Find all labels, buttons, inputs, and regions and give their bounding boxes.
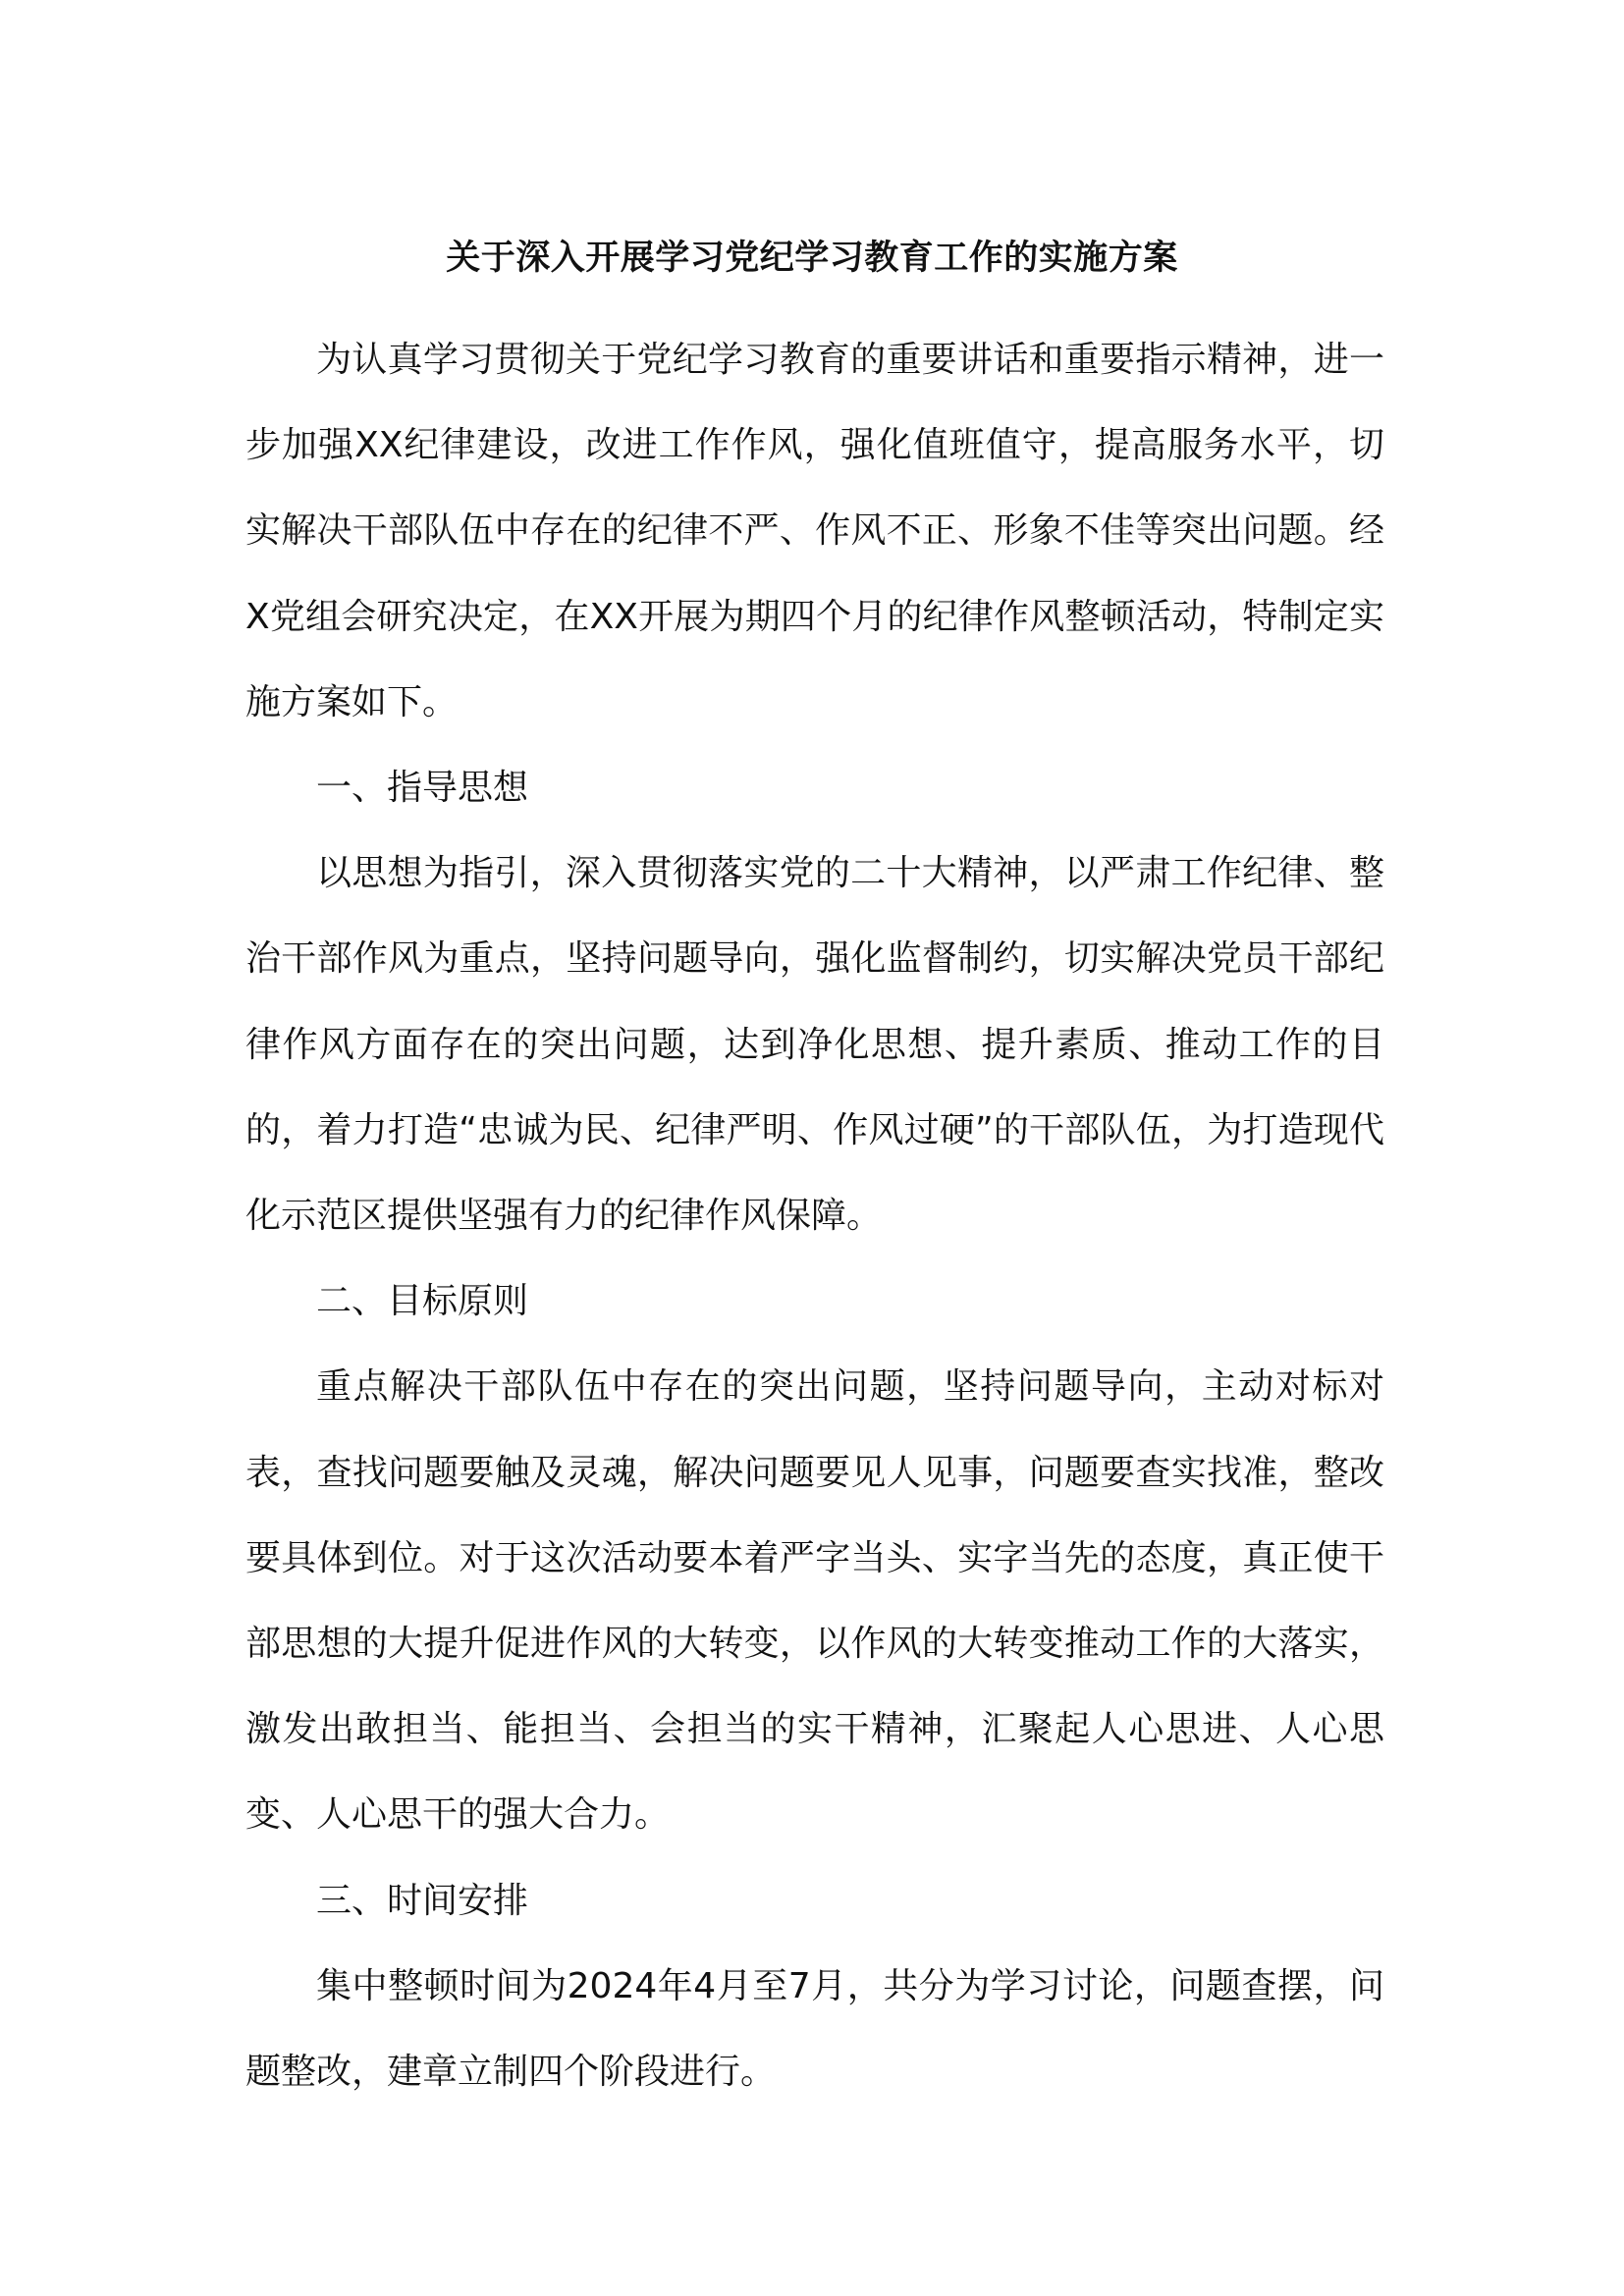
section-heading-schedule: 三、时间安排 [316,1880,529,1921]
document-body [245,317,1384,2114]
section-paragraph-schedule: 集中整顿时间为2024年4月至7月，共分为学习讨论，问题查摆，问题整改，建章立制四个阶段进行。 [245,1965,1384,2093]
section-heading-goals-principles: 二、目标原则 [316,1281,529,1322]
intro-paragraph: 为认真学习贯彻关于党纪学习教育的重要讲话和重要指示精神，进一步加强XX纪律建设，改进工作作风，强化值班值守，提高服务水平，切实解决干部队伍中存在的纪律不严、作风不正、形象不佳等突出问题。经X党组会研究决定，在XX开展为期四个月的纪律作风整顿活动，特制定实施方案如下。 [245,340,1384,722]
document-title: 关于深入开展学习党纪学习教育工作的实施方案 [446,239,1178,278]
section-heading-guiding-ideology: 一、指导思想 [316,768,529,809]
section-paragraph-guiding-ideology: 以思想为指引，深入贯彻落实党的二十大精神，以严肃工作纪律、整治干部作风为重点，坚持问题导向，强化监督制约，切实解决党员干部纪律作风方面存在的突出问题，达到净化思想、提升素质、推动工作的目的，着力打造“忠诚为民、纪律严明、作风过硬”的干部队伍，为打造现代化示范区提供坚强有力的纪律作风保障。 [245,853,1384,1237]
section-paragraph-goals-principles: 重点解决干部队伍中存在的突出问题，坚持问题导向，主动对标对表，查找问题要触及灵魂，解决问题要见人见事，问题要查实找准，整改要具体到位。对于这次活动要本着严字当头、实字当先的态度，真正使干部思想的大提升促进作风的大转变，以作风的大转变推动工作的大落实，激发出敢担当、能担当、会担当的实干精神，汇聚起人心思进、人心思变、人心思干的强大合力。 [245,1366,1384,1836]
